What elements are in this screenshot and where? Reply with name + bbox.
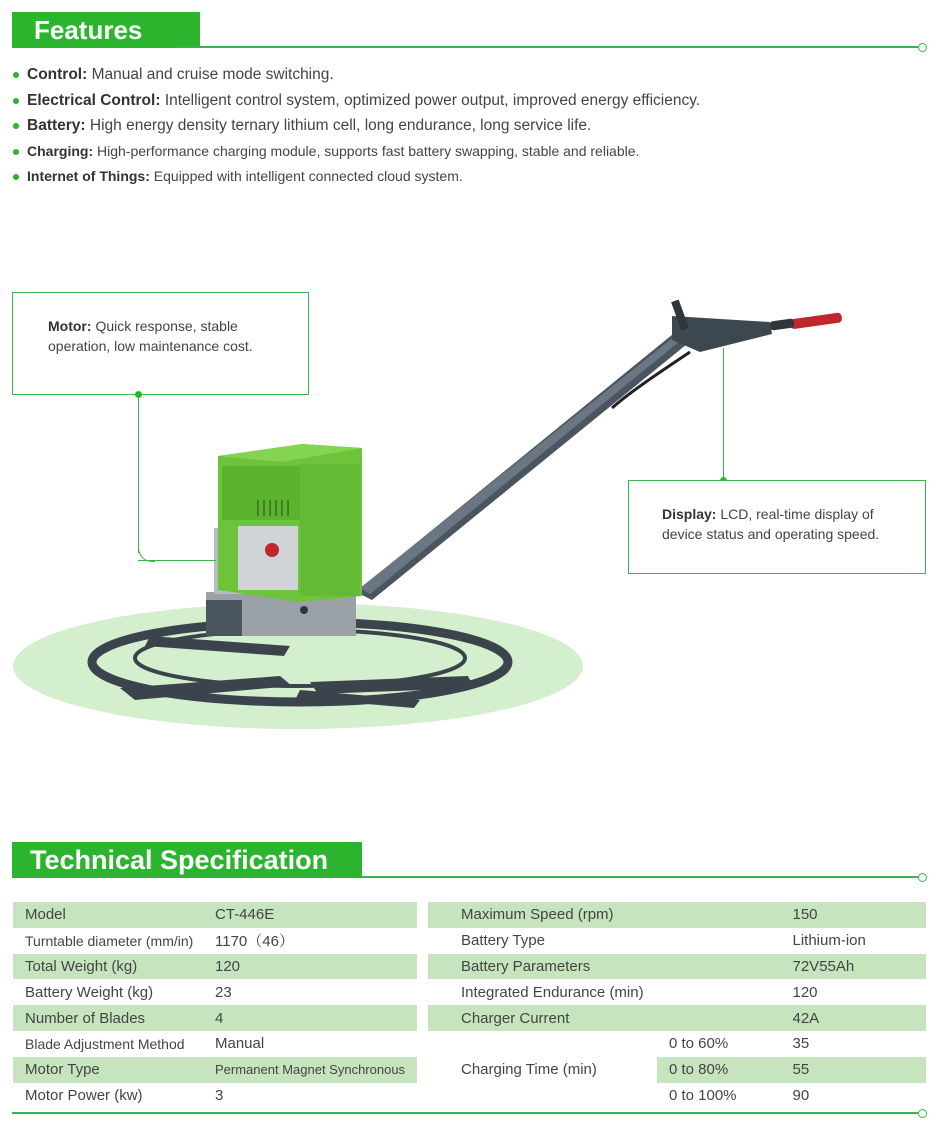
spec-bottom-line	[12, 1112, 918, 1114]
table-row	[428, 902, 926, 928]
spec-value: Permanent Magnet Synchronous	[203, 1057, 417, 1083]
spec-title: Technical Specification	[30, 844, 329, 875]
feature-label: Control:	[27, 66, 88, 83]
spec-header-line	[362, 876, 918, 878]
spec-name: Charger Current	[428, 1005, 793, 1031]
spec-value: 150	[793, 902, 927, 928]
callout-text: LCD, real-time display of device status and operating speed.	[662, 506, 880, 542]
spec-section-header	[12, 842, 362, 878]
charging-value: 35	[792, 1035, 810, 1053]
charging-time-label: Charging Time (min)	[461, 1061, 597, 1079]
table-row	[428, 954, 926, 980]
features-title: Features	[34, 14, 143, 45]
table-row	[13, 979, 417, 1005]
callout-text: Quick response, stable operation, low maintenance cost.	[48, 318, 253, 354]
feature-label: Charging:	[27, 142, 94, 159]
handle-grip	[790, 312, 843, 329]
spec-name: Maximum Speed (rpm)	[428, 902, 793, 928]
spec-name: Battery Weight (kg)	[25, 983, 154, 1001]
table-row	[13, 1031, 417, 1057]
spec-value: 72V55Ah	[793, 954, 927, 980]
feature-text: Intelligent control system, optimized power output, improved energy efficiency.	[164, 91, 701, 109]
spec-value: 120	[203, 954, 417, 980]
feature-text: High-performance charging module, supports fast battery swapping, stable and reliable.	[97, 142, 640, 159]
callout-label: Display:	[662, 506, 717, 522]
handle-head	[672, 316, 772, 352]
spec-value: Lithium-ion	[792, 932, 866, 950]
feature-label: Electrical Control:	[27, 91, 161, 109]
display-connector-line	[723, 348, 724, 482]
spec-value: 4	[203, 1005, 417, 1031]
spec-name: Battery Parameters	[428, 954, 793, 980]
callout-label: Motor:	[48, 318, 92, 334]
spec-table-right	[428, 902, 926, 1108]
spec-bottom-line-end	[918, 1109, 927, 1118]
feature-text: High energy density ternary lithium cell, long endurance, long service life.	[89, 117, 592, 134]
motor-connector-line	[138, 395, 139, 553]
spec-name: Turntable diameter (mm/in)	[25, 932, 194, 949]
table-row	[428, 1005, 926, 1031]
spec-name: Blade Adjustment Method	[25, 1035, 185, 1052]
charging-value: 90	[792, 1086, 810, 1104]
spec-table-left	[13, 902, 417, 1108]
spec-name: Motor Type	[13, 1057, 203, 1083]
spec-name: Motor Power (kw)	[25, 1086, 143, 1104]
charging-range: 0 to 60%	[668, 1035, 729, 1053]
table-row	[428, 1031, 926, 1057]
spec-name: Total Weight (kg)	[13, 954, 203, 980]
spec-value: CT-446E	[203, 902, 417, 928]
spec-value: 23	[215, 983, 232, 1001]
spec-value: Manual	[215, 1035, 265, 1053]
table-row	[13, 1083, 417, 1109]
table-row	[428, 979, 926, 1005]
charging-range: 0 to 100%	[668, 1086, 737, 1104]
spec-name: Battery Type	[461, 932, 545, 950]
spec-name: Integrated Endurance (min)	[461, 983, 644, 1001]
table-row	[13, 954, 417, 980]
table-row	[13, 902, 417, 928]
feature-text: Equipped with intelligent connected cloud system.	[153, 168, 463, 184]
spec-name: Model	[13, 902, 203, 928]
table-row	[13, 1057, 417, 1083]
display-callout	[628, 480, 926, 574]
spec-name: Number of Blades	[13, 1005, 203, 1031]
feature-text: Manual and cruise mode switching.	[91, 66, 334, 83]
feature-label: Internet of Things:	[27, 168, 150, 184]
charging-range: 0 to 80%	[657, 1057, 793, 1083]
table-row	[13, 928, 417, 954]
spec-value: 42A	[793, 1005, 927, 1031]
table-row	[428, 928, 926, 954]
spec-value: 3	[215, 1086, 224, 1104]
charging-value: 55	[793, 1057, 927, 1083]
feature-label: Battery:	[27, 117, 86, 134]
red-control-knob	[265, 543, 279, 557]
spec-header-line-end	[918, 873, 927, 882]
table-row	[13, 1005, 417, 1031]
motor-callout	[12, 292, 309, 395]
spec-value: 120	[792, 983, 818, 1001]
spec-value: 1170（46）	[215, 933, 294, 951]
